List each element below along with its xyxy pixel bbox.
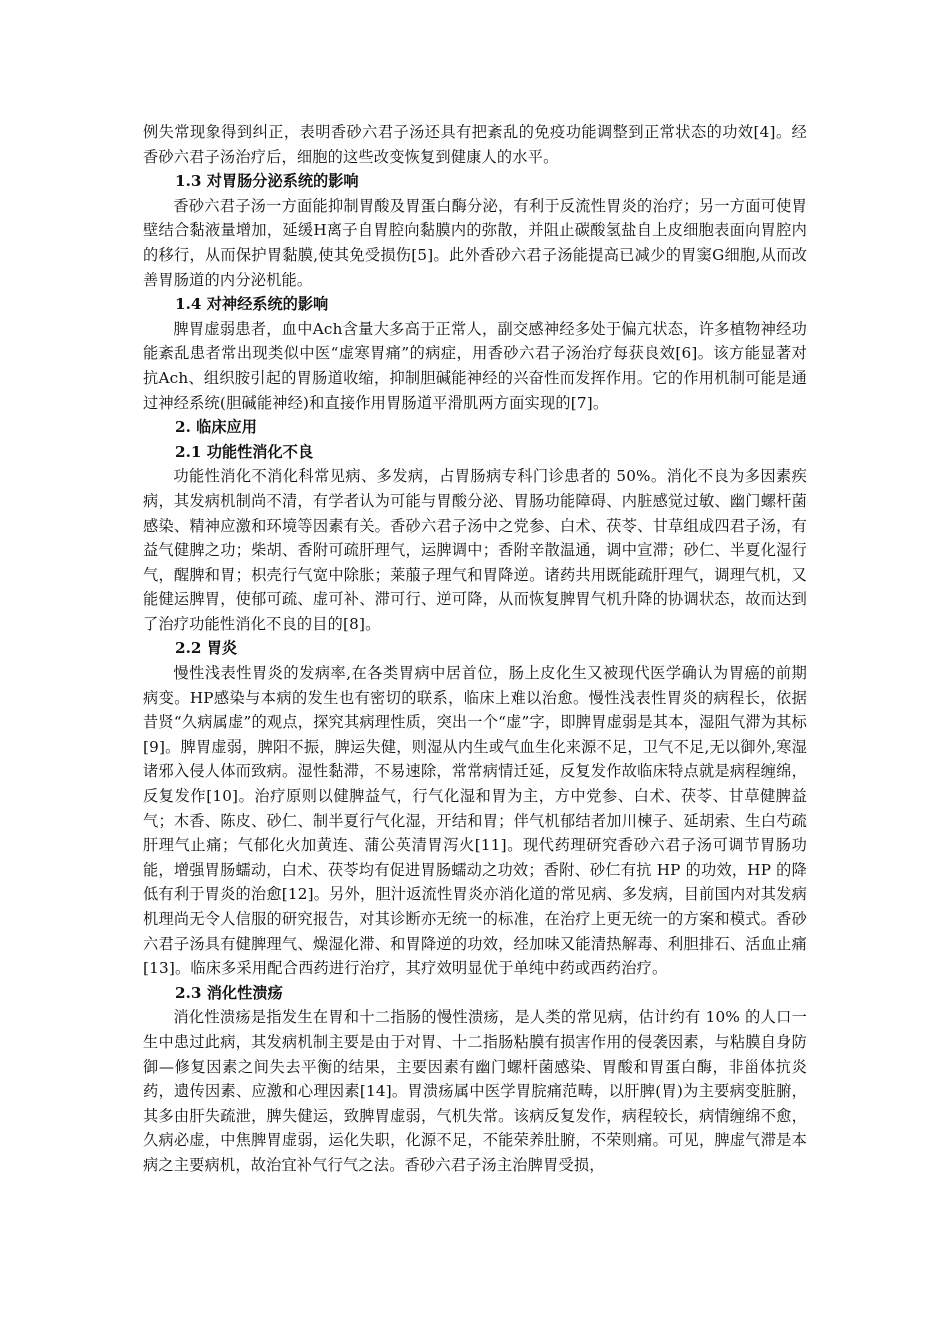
paragraph-peptic-ulcer: 消化性溃疡是指发生在胃和十二指肠的慢性溃疡，是人类的常见病，估计约有 10% 的人口一生中患过此病，其发病机制主要是由于对胃、十二指肠粘膜有损害作用的侵袭因素，与粘膜自身防御—修复因素之间失去平衡的结果，主要因素有幽门螺杆菌感染、胃酸和胃蛋白酶，非甾体抗炎药，遗传因素、应激和心理因素[14]。胃溃疡属中医学胃脘痛范畴，以肝脾(胃)为主要病变脏腑，其多由肝失疏泄，脾失健运，致脾胃虚弱，气机失常。该病反复发作，病程较长，病情缠绵不愈，久病必虚，中焦脾胃虚弱，运化失职，化源不足，不能荣养肚腑，不荣则痛。可见，脾虚气滞是本病之主要病机，故治宜补气行气之法。香砂六君子汤主治脾胃受损，	[143, 1008, 807, 1174]
paragraph-gastric-secretion: 香砂六君子汤一方面能抑制胃酸及胃蛋白酶分泌，有利于反流性胃炎的治疗；另一方面可使胃壁结合黏液量增加，延缓H离子自胃腔向黏膜内的弥散，并阻止碳酸氢盐自上皮细胞表面向胃腔内的移行，从而保护胃黏膜,使其免受损伤[5]。此外香砂六君子汤能提高已减少的胃窦G细胞,从而改善胃肠道的内分泌机能。	[143, 196, 807, 289]
section-heading-2-2: 2.2 胃炎	[175, 639, 238, 658]
section-heading-1-4: 1.4 对神经系统的影响	[175, 295, 329, 314]
paragraph-functional-dyspepsia: 功能性消化不消化科常见病、多发病，占胃肠病专科门诊患者的 50%。消化不良为多因素疾病，其发病机制尚不清，有学者认为可能与胃酸分泌、胃肠功能障碍、内脏感觉过敏、幽门螺杆菌感染、精神应激和环境等因素有关。香砂六君子汤中之党参、白术、茯苓、甘草组成四君子汤，有益气健脾之功；柴胡、香附可疏肝理气，运脾调中；香附辛散温通，调中宣滞；砂仁、半夏化湿行气，醒脾和胃；枳壳行气宽中除胀；莱菔子理气和胃降逆。诸药共用既能疏肝理气，调理气机，又能健运脾胃，使郁可疏、虚可补、滞可行、逆可降，从而恢复脾胃气机升降的协调状态，故而达到了治疗功能性消化不良的目的[8]。	[143, 467, 807, 633]
paragraph-gastritis: 慢性浅表性胃炎的发病率,在各类胃病中居首位，肠上皮化生又被现代医学确认为胃癌的前期病变。HP感染与本病的发生也有密切的联系，临床上难以治愈。慢性浅表性胃炎的病程长，依据昔贤“久病属虚”的观点，探究其病理性质，突出一个“虚”字，即脾胃虚弱是其本，湿阻气滞为其标[9]。脾胃虚弱，脾阳不振，脾运失健，则湿从内生或气血生化来源不足，卫气不足,无以御外,寒湿诸邪入侵人体而致病。湿性黏滞，不易速除，常常病情迁延，反复发作故临床特点就是病程缠绵，反复发作[10]。治疗原则以健脾益气，行气化湿和胃为主，方中党参、白术、茯苓、甘草健脾益气；木香、陈皮、砂仁、制半夏行气化湿，开结和胃；伴气机郁结者加川楝子、延胡索、生白芍疏肝理气止痛；气郁化火加黄连、蒲公英清胃泻火[11]。现代药理研究香砂六君子汤可调节胃肠功能，增强胃肠蠕动，白术、茯苓均有促进胃肠蠕动之功效；香附、砂仁有抗 HP 的功效，HP 的降低有利于胃炎的治愈[12]。另外，胆汁返流性胃炎亦消化道的常见病、多发病，目前国内对其发病机理尚无令人信服的研究报告，对其诊断亦无统一的标准，在治疗上更无统一的方案和模式。香砂六君子汤具有健脾理气、燥湿化滞、和胃降逆的功效，经加味又能清热解毒、利胆排石、活血止痛[13]。临床多采用配合西药进行治疗，其疗效明显优于单纯中药或西药治疗。	[143, 664, 807, 978]
section-heading-2-1: 2.1 功能性消化不良	[175, 442, 314, 461]
document-body	[143, 120, 807, 1178]
paragraph-immune-regulation: 例失常现象得到纠正，表明香砂六君子汤还具有把紊乱的免疫功能调整到正常状态的功效[4]。经香砂六君子汤治疗后，细胞的这些改变恢复到健康人的水平。	[143, 123, 807, 166]
section-heading-2-3: 2.3 消化性溃疡	[175, 983, 283, 1002]
section-heading-1-3: 1.3 对胃肠分泌系统的影响	[175, 172, 359, 191]
section-heading-2: 2. 临床应用	[175, 418, 257, 437]
paragraph-nervous-system: 脾胃虚弱患者，血中Ach含量大多高于正常人，副交感神经多处于偏亢状态，许多植物神经功能紊乱患者常出现类似中医“虚寒胃痛”的病症，用香砂六君子汤治疗每获良效[6]。该方能显著对抗Ach、组织胺引起的胃肠道收缩，抑制胆碱能神经的兴奋性而发挥作用。它的作用机制可能是通过神经系统(胆碱能神经)和直接作用胃肠道平滑肌两方面实现的[7]。	[143, 319, 807, 412]
